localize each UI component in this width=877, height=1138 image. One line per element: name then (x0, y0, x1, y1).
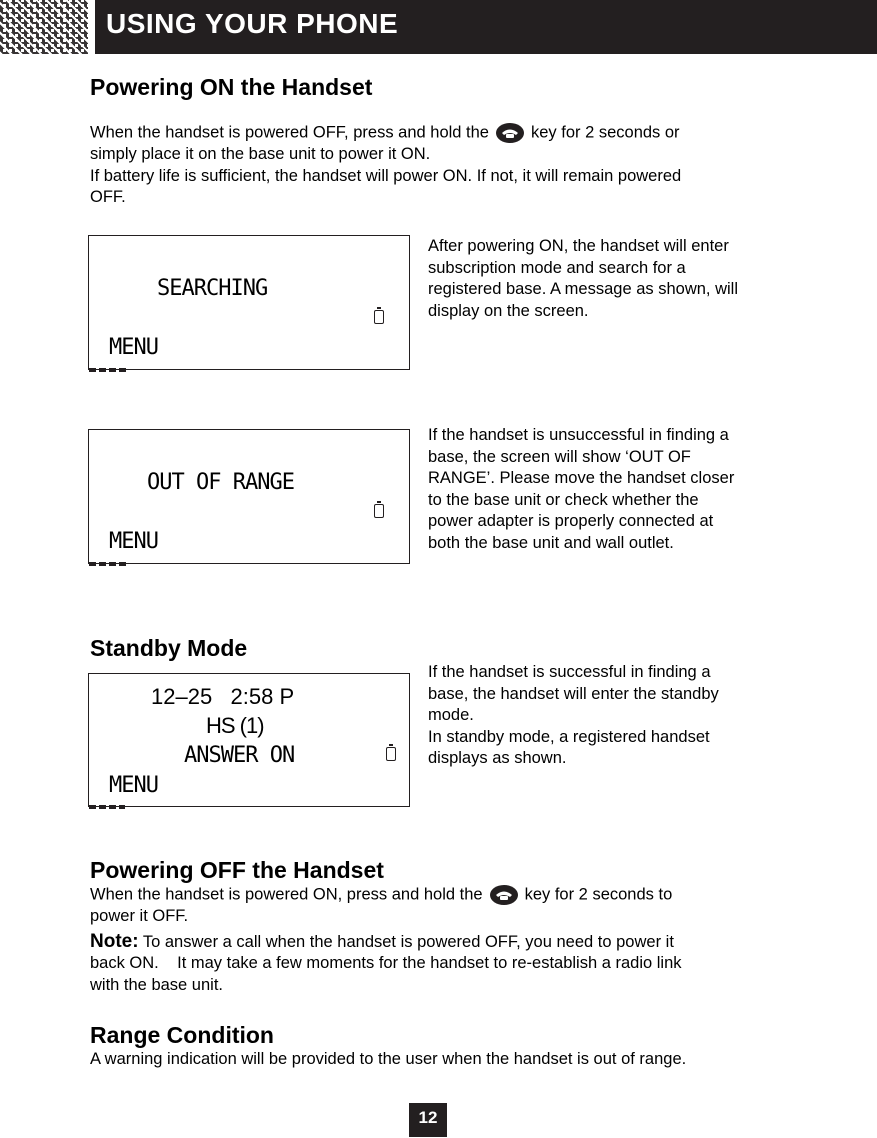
lcd-datetime: 12–25 2:58 P (151, 684, 295, 709)
powering-on-paragraph: When the handset is powered OFF, press and hold the key for 2 seconds or simply place it on the base unit to power it ON. If battery life is sufficient, the handset will power ON. If not, it will remain powered OFF. (90, 123, 682, 206)
lcd-softkey-menu: MENU (109, 529, 158, 554)
lcd-screen-searching (88, 235, 410, 370)
powering-off-paragraph: When the handset is powered ON, press and hold the key for 2 seconds to power it OFF. Note: To answer a call when the handset is powered OFF, you need to power it back ON. It may take a few moments for the handset to re-establish a radio link with the base unit. (90, 885, 682, 994)
out-of-range-description: If the handset is unsuccessful in finding a base, the screen will show ‘OUT OF RANGE’. Please move the handset closer to the base unit or check whether the power adapter is properly connected at both the base unit and wall outlet. (428, 426, 735, 552)
phone-handset-icon (495, 122, 525, 144)
lcd-softkey-menu: MENU (109, 335, 158, 360)
lcd-searching-text: SEARCHING (157, 276, 268, 301)
lcd-screen-standby (88, 673, 410, 807)
lcd-softkey-menu: MENU (109, 773, 158, 798)
lcd-handset-id: HS (1) (206, 713, 264, 738)
note-label: Note: (90, 930, 139, 952)
battery-icon (374, 504, 384, 518)
lcd-divider (89, 368, 129, 372)
range-condition-text: A warning indication will be provided to the user when the handset is out of range. (90, 1050, 687, 1068)
lcd-answer-status: ANSWER ON (184, 743, 295, 768)
battery-icon (386, 747, 396, 761)
standby-mode-heading: Standby Mode (90, 635, 248, 661)
page-number: 12 (409, 1103, 447, 1137)
powering-off-heading: Powering OFF the Handset (90, 857, 384, 883)
standby-description: If the handset is successful in finding a base, the handset will enter the standby mode. In standby mode, a registered handset displays as shown. (428, 663, 719, 767)
lcd-screen-out-of-range (88, 429, 410, 564)
lcd-divider (89, 805, 125, 809)
phone-handset-icon (489, 884, 519, 906)
battery-icon (374, 310, 384, 324)
lcd-out-of-range-text: OUT OF RANGE (147, 470, 294, 495)
range-condition-heading: Range Condition (90, 1022, 274, 1048)
searching-description: After powering ON, the handset will enter subscription mode and search for a registered base. A message as shown, will display on the screen. (428, 237, 738, 320)
page-title: USING YOUR PHONE (106, 8, 399, 39)
powering-on-heading: Powering ON the Handset (90, 74, 373, 100)
lcd-divider (89, 562, 129, 566)
header-pattern (0, 0, 88, 54)
